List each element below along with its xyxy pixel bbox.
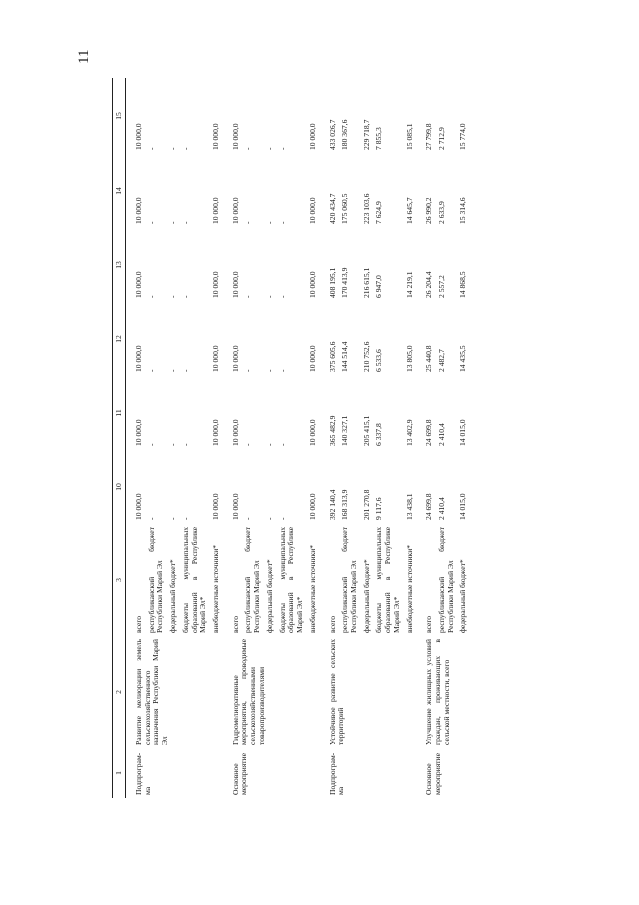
value-cell: - bbox=[243, 147, 253, 150]
value-cell: 144 514,4 bbox=[340, 341, 350, 372]
funding-source: бюджеты муниципальных образований в Республике Марий Эл* bbox=[180, 527, 208, 633]
value-cell: - bbox=[180, 517, 190, 520]
value-cell: 10 000,0 bbox=[134, 493, 143, 520]
header-cell: 15 bbox=[113, 78, 126, 154]
value-cell: - bbox=[264, 369, 274, 372]
funding-source: федеральный бюджет* bbox=[168, 559, 178, 633]
table-row bbox=[416, 78, 436, 798]
value-cell: 10 000,0 bbox=[307, 419, 317, 446]
value-cell: 2 633,9 bbox=[436, 201, 446, 224]
value-cell: 168 313,9 bbox=[340, 489, 350, 520]
header-cell: 2 bbox=[113, 636, 126, 748]
value-cell: - bbox=[146, 221, 156, 224]
header-cell: 13 bbox=[113, 228, 126, 302]
value-cell: - bbox=[243, 221, 253, 224]
value-cell: - bbox=[146, 369, 156, 372]
value-cell: - bbox=[180, 443, 190, 446]
value-cell: - bbox=[146, 443, 156, 446]
value-cell: 10 000,0 bbox=[211, 419, 221, 446]
value-cell: 7 855,3 bbox=[374, 127, 384, 150]
value-cell: - bbox=[264, 295, 274, 298]
value-cell: - bbox=[277, 369, 287, 372]
item-name: Гидромелиоративные мероприятия, проводимые сельскохозяйственными товаропроизводителями bbox=[230, 639, 266, 745]
value-cell: 2 410,4 bbox=[436, 423, 446, 446]
value-cell: - bbox=[180, 295, 190, 298]
funding-source: республиканский бюджет Республики Марий Эл bbox=[243, 527, 262, 633]
value-cell: 2 482,7 bbox=[436, 349, 446, 372]
item-type: Основное мероприятие bbox=[424, 753, 442, 795]
value-cell: 10 000,0 bbox=[211, 345, 221, 372]
value-cell: - bbox=[168, 295, 178, 298]
value-cell: 14 435,5 bbox=[458, 345, 468, 372]
value-cell: 10 000,0 bbox=[307, 493, 317, 520]
value-cell: 24 699,8 bbox=[424, 419, 434, 446]
funding-source: всего bbox=[327, 615, 337, 633]
value-cell: - bbox=[243, 295, 253, 298]
funding-source: внебюджетные источники* bbox=[404, 544, 414, 633]
funding-source: всего bbox=[230, 615, 240, 633]
value-cell: 210 752,6 bbox=[361, 341, 371, 372]
value-cell: 392 140,4 bbox=[327, 489, 337, 520]
value-cell: 6 947,0 bbox=[374, 275, 384, 298]
value-cell: 13 402,9 bbox=[404, 419, 414, 446]
value-cell: 14 219,1 bbox=[404, 271, 414, 298]
value-cell: 420 434,7 bbox=[327, 193, 337, 224]
value-cell: 170 413,9 bbox=[340, 267, 350, 298]
value-cell: 10 000,0 bbox=[211, 493, 221, 520]
header-cell: 14 bbox=[113, 154, 126, 228]
value-cell: 10 000,0 bbox=[134, 345, 143, 372]
value-cell: 6 337,8 bbox=[374, 423, 384, 446]
funding-source: федеральный бюджет* bbox=[264, 559, 274, 633]
value-cell: - bbox=[146, 147, 156, 150]
funding-source: федеральный бюджет* bbox=[361, 559, 371, 633]
value-cell: 10 000,0 bbox=[307, 197, 317, 224]
value-cell: 10 000,0 bbox=[230, 271, 240, 298]
value-cell: 175 060,5 bbox=[340, 193, 350, 224]
funding-source: всего bbox=[424, 615, 434, 633]
header-cell: 11 bbox=[113, 376, 126, 450]
value-cell: - bbox=[264, 221, 274, 224]
table-row bbox=[320, 78, 340, 798]
value-cell: 10 000,0 bbox=[307, 345, 317, 372]
item-name: Улучшение жилищных условий граждан, проживающих в сельской местности, всего bbox=[424, 639, 451, 745]
value-cell: 10 000,0 bbox=[134, 271, 143, 298]
value-cell: 26 990,2 bbox=[424, 197, 434, 224]
value-cell: - bbox=[277, 295, 287, 298]
value-cell: 27 799,8 bbox=[424, 123, 434, 150]
value-cell: - bbox=[168, 443, 178, 446]
value-cell: - bbox=[264, 517, 274, 520]
funding-source: бюджеты муниципальных образований в Республике Марий Эл* bbox=[374, 527, 401, 633]
value-cell: - bbox=[264, 443, 274, 446]
funding-source: всего bbox=[134, 615, 143, 633]
value-cell: 10 000,0 bbox=[230, 419, 240, 446]
value-cell: 15 085,1 bbox=[404, 123, 414, 150]
funding-source: внебюджетные источники* bbox=[211, 544, 221, 633]
item-name: Устойчивое развитие сельских территорий bbox=[327, 639, 346, 745]
value-cell: 408 195,1 bbox=[327, 267, 337, 298]
value-cell: 26 204,4 bbox=[424, 271, 434, 298]
header-cell: 12 bbox=[113, 302, 126, 376]
value-cell: 375 605,6 bbox=[327, 341, 337, 372]
value-cell: 7 624,9 bbox=[374, 201, 384, 224]
header-row bbox=[113, 78, 126, 798]
value-cell: 201 270,8 bbox=[361, 489, 371, 520]
value-cell: - bbox=[168, 369, 178, 372]
value-cell: 10 000,0 bbox=[211, 123, 221, 150]
value-cell: 10 000,0 bbox=[307, 123, 317, 150]
funding-source: республиканский бюджет Республики Марий Эл bbox=[340, 527, 358, 633]
value-cell: 10 000,0 bbox=[134, 123, 143, 150]
value-cell: - bbox=[146, 295, 156, 298]
value-cell: 229 718,7 bbox=[361, 119, 371, 150]
item-type: Подпрограм-ма bbox=[327, 752, 346, 795]
funding-source: федеральный бюджет* bbox=[458, 559, 468, 633]
value-cell: 205 415,1 bbox=[361, 415, 371, 446]
value-cell: 6 533,6 bbox=[374, 349, 384, 372]
value-cell: 10 000,0 bbox=[134, 197, 143, 224]
funding-source: республиканский бюджет Республики Марий Эл bbox=[436, 527, 455, 633]
value-cell: 9 117,6 bbox=[374, 497, 384, 520]
value-cell: 2 712,9 bbox=[436, 127, 446, 150]
value-cell: - bbox=[180, 221, 190, 224]
value-cell: - bbox=[168, 147, 178, 150]
value-cell: 10 000,0 bbox=[230, 123, 240, 150]
value-cell: - bbox=[243, 443, 253, 446]
value-cell: 433 026,7 bbox=[327, 119, 337, 150]
value-cell: 10 000,0 bbox=[230, 197, 240, 224]
value-cell: - bbox=[277, 517, 287, 520]
table-row bbox=[126, 78, 146, 798]
value-cell: 15 314,6 bbox=[458, 197, 468, 224]
value-cell: 10 000,0 bbox=[230, 345, 240, 372]
page-number: 11 bbox=[76, 49, 92, 64]
value-cell: 2 557,2 bbox=[436, 275, 446, 298]
value-cell: - bbox=[264, 147, 274, 150]
value-cell: 10 000,0 bbox=[211, 271, 221, 298]
value-cell: 223 103,6 bbox=[361, 193, 371, 224]
value-cell: - bbox=[146, 517, 156, 520]
value-cell: 15 774,0 bbox=[458, 123, 468, 150]
value-cell: - bbox=[180, 147, 190, 150]
value-cell: - bbox=[168, 517, 178, 520]
value-cell: 365 482,9 bbox=[327, 415, 337, 446]
value-cell: - bbox=[243, 369, 253, 372]
header-cell: 1 bbox=[113, 748, 126, 798]
funding-source: внебюджетные источники* bbox=[307, 544, 317, 633]
value-cell: 216 615,1 bbox=[361, 267, 371, 298]
value-cell: - bbox=[277, 147, 287, 150]
table-row bbox=[223, 78, 243, 798]
funding-source: республиканский бюджет Республики Марий Эл bbox=[146, 527, 165, 633]
value-cell: - bbox=[243, 517, 253, 520]
value-cell: 14 645,7 bbox=[404, 197, 414, 224]
value-cell: 10 000,0 bbox=[307, 271, 317, 298]
header-cell: 3 bbox=[113, 524, 126, 636]
value-cell: 14 868,5 bbox=[458, 271, 468, 298]
value-cell: 180 367,6 bbox=[340, 119, 350, 150]
item-type: Подпрограм-ма bbox=[134, 752, 152, 795]
value-cell: - bbox=[277, 221, 287, 224]
value-cell: 10 000,0 bbox=[230, 493, 240, 520]
header-cell: 10 bbox=[113, 450, 126, 524]
item-type: Основное мероприятие bbox=[230, 753, 249, 795]
value-cell: 14 015,0 bbox=[458, 419, 468, 446]
value-cell: 140 327,1 bbox=[340, 415, 350, 446]
value-cell: - bbox=[168, 221, 178, 224]
table-body bbox=[126, 78, 471, 798]
item-name: Развитие мелиорации земель сельскохозяйственного назначения Республики Марий Эл bbox=[134, 639, 170, 745]
rotated-table-container bbox=[112, 78, 567, 798]
value-cell: 13 438,1 bbox=[404, 493, 414, 520]
value-cell: 25 440,8 bbox=[424, 345, 434, 372]
value-cell: 24 699,8 bbox=[424, 493, 434, 520]
budget-table bbox=[112, 78, 470, 798]
funding-source: бюджеты муниципальных образований в Республике Марий Эл* bbox=[277, 527, 305, 633]
value-cell: 13 805,0 bbox=[404, 345, 414, 372]
value-cell: 10 000,0 bbox=[211, 197, 221, 224]
value-cell: 2 410,4 bbox=[436, 497, 446, 520]
value-cell: - bbox=[277, 443, 287, 446]
value-cell: 14 015,0 bbox=[458, 493, 468, 520]
value-cell: 10 000,0 bbox=[134, 419, 143, 446]
value-cell: - bbox=[180, 369, 190, 372]
